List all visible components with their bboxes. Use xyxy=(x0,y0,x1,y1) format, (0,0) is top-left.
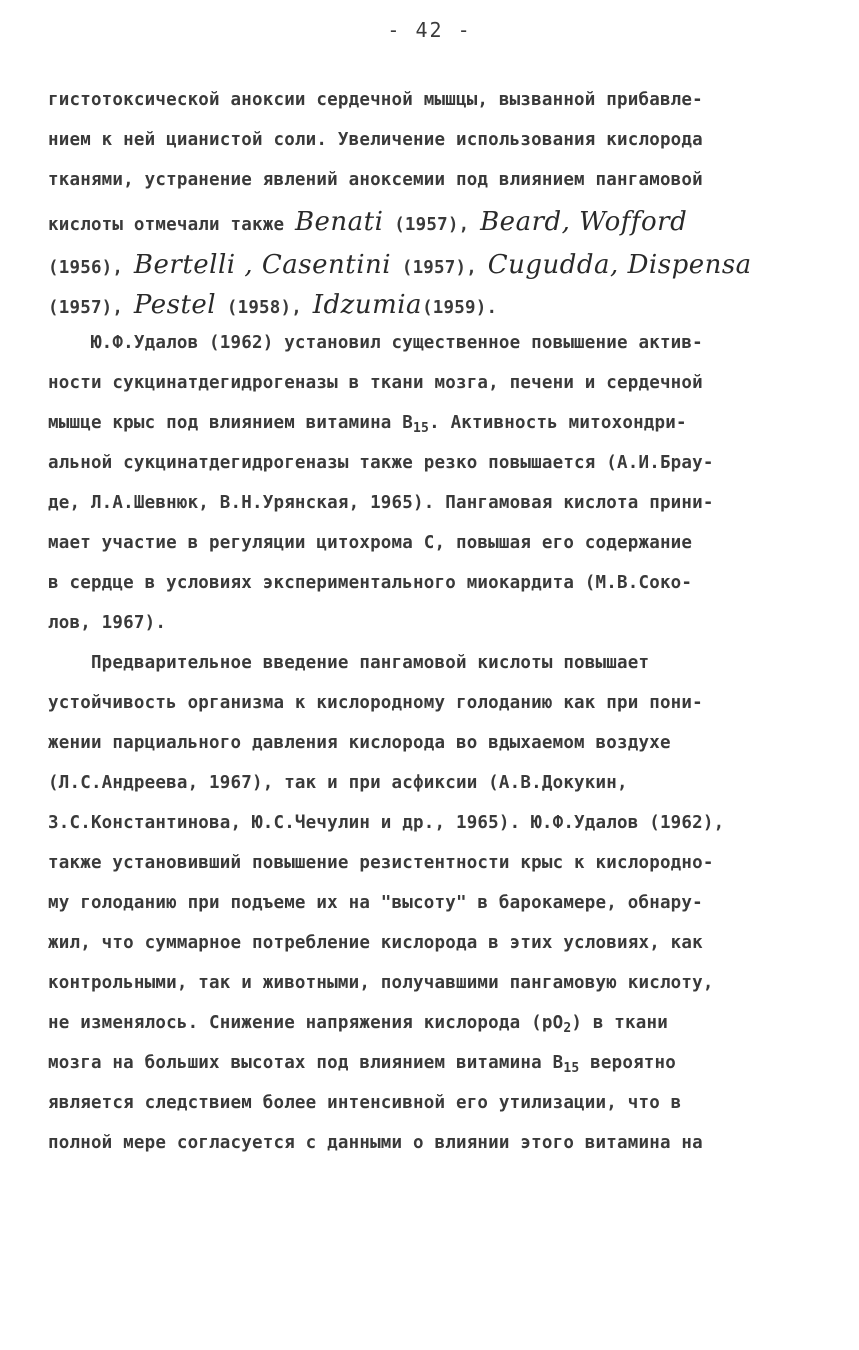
subscript: 2 xyxy=(563,1021,572,1036)
line-text: полной мере согласуется с данными о влиянии этого витамина на xyxy=(48,1133,703,1153)
line-text: . Активность митохондри- xyxy=(429,413,687,433)
text-line xyxy=(48,207,687,237)
line-text: ности сукцинатдегидрогеназы в ткани мозга, печени и сердечной xyxy=(48,373,703,393)
line-text: вероятно xyxy=(579,1053,677,1073)
text-line xyxy=(48,290,497,320)
handwritten-author-names: Pestel xyxy=(133,290,217,320)
line-text: жил, что суммарное потребление кислорода в этих условиях, как xyxy=(48,933,703,953)
subscript: 15 xyxy=(413,421,430,436)
text-line xyxy=(48,130,703,150)
text-line xyxy=(48,533,692,553)
line-text: альной сукцинатдегидрогеназы также резко повышается (А.И.Брау- xyxy=(48,453,714,473)
line-text: гистотоксической аноксии сердечной мышцы, вызванной прибавле- xyxy=(48,90,703,110)
line-text: (1957), xyxy=(391,258,488,278)
handwritten-author-names: Beard, Wofford xyxy=(480,207,688,237)
line-text: З.С.Константинова, Ю.С.Чечулин и др., 1965). Ю.Ф.Удалов (1962), xyxy=(48,813,725,833)
text-line xyxy=(48,453,714,473)
text-line xyxy=(48,1053,677,1076)
line-text: мышце крыс под влиянием витамина B xyxy=(48,413,414,433)
text-line xyxy=(48,573,692,593)
line-text: (1957), xyxy=(48,298,134,318)
text-line xyxy=(48,333,703,353)
text-line xyxy=(48,170,703,190)
text-line xyxy=(48,853,714,873)
line-text: мозга на больших высотах под влиянием витамина B xyxy=(48,1053,564,1073)
text-line xyxy=(48,893,703,913)
text-line xyxy=(48,373,703,393)
text-line xyxy=(48,733,671,753)
handwritten-author-names: Cugudda, Dispensa xyxy=(487,250,752,280)
handwritten-author-names: Benati xyxy=(294,207,384,237)
text-line xyxy=(48,933,703,953)
handwritten-author-names: Bertelli , Casentini xyxy=(133,250,392,280)
handwritten-author-names: Idzumia xyxy=(312,290,423,320)
line-text: также установивший повышение резистентности крыс к кислородно- xyxy=(48,853,714,873)
page-number: - 42 - xyxy=(387,18,472,42)
text-line xyxy=(48,90,703,110)
text-line xyxy=(48,613,166,633)
line-text: мает участие в регуляции цитохрома С, повышая его содержание xyxy=(48,533,693,553)
line-text: жении парциального давления кислорода во вдыхаемом воздухе xyxy=(48,733,671,753)
text-line xyxy=(48,693,703,713)
line-text: лов, 1967). xyxy=(48,613,167,633)
text-line xyxy=(48,493,714,513)
text-line xyxy=(48,1093,681,1113)
text-line xyxy=(48,250,752,280)
line-text: нием к ней цианистой соли. Увеличение использования кислорода xyxy=(48,130,703,150)
line-text: му голоданию при подъеме их на "высоту" в барокамере, обнару- xyxy=(48,893,703,913)
text-line xyxy=(48,413,687,436)
line-text: устойчивость организма к кислородному голоданию как при пони- xyxy=(48,693,703,713)
line-text: Предварительное введение пангамовой кислоты повышает xyxy=(48,653,650,673)
text-line xyxy=(48,1133,703,1153)
text-line xyxy=(48,973,714,993)
text-line xyxy=(48,1013,668,1036)
text-line xyxy=(48,653,649,673)
line-text: тканями, устранение явлений аноксемии под влиянием пангамовой xyxy=(48,170,703,190)
text-line xyxy=(48,813,724,833)
line-text: (1958), xyxy=(216,298,313,318)
text-line xyxy=(48,773,628,793)
line-text: кислоты отмечали также xyxy=(48,215,295,235)
line-text: де, Л.А.Шевнюк, В.Н.Урянская, 1965). Пангамовая кислота прини- xyxy=(48,493,714,513)
line-text: является следствием более интенсивной его утилизации, что в xyxy=(48,1093,682,1113)
line-text: (Л.С.Андреева, 1967), так и при асфиксии (А.В.Докукин, xyxy=(48,773,628,793)
line-text: ) в ткани xyxy=(571,1013,668,1033)
line-text: Ю.Ф.Удалов (1962) установил существенное повышение актив- xyxy=(48,333,703,353)
subscript: 15 xyxy=(563,1061,580,1076)
line-text: не изменялось. Снижение напряжения кислорода (pO xyxy=(48,1013,564,1033)
line-text: в сердце в условиях экспериментального миокардита (М.В.Соко- xyxy=(48,573,693,593)
line-text: (1959). xyxy=(422,298,498,318)
line-text: (1957), xyxy=(383,215,481,235)
line-text: (1956), xyxy=(48,258,134,278)
line-text: контрольными, так и животными, получавшими пангамовую кислоту, xyxy=(48,973,714,993)
